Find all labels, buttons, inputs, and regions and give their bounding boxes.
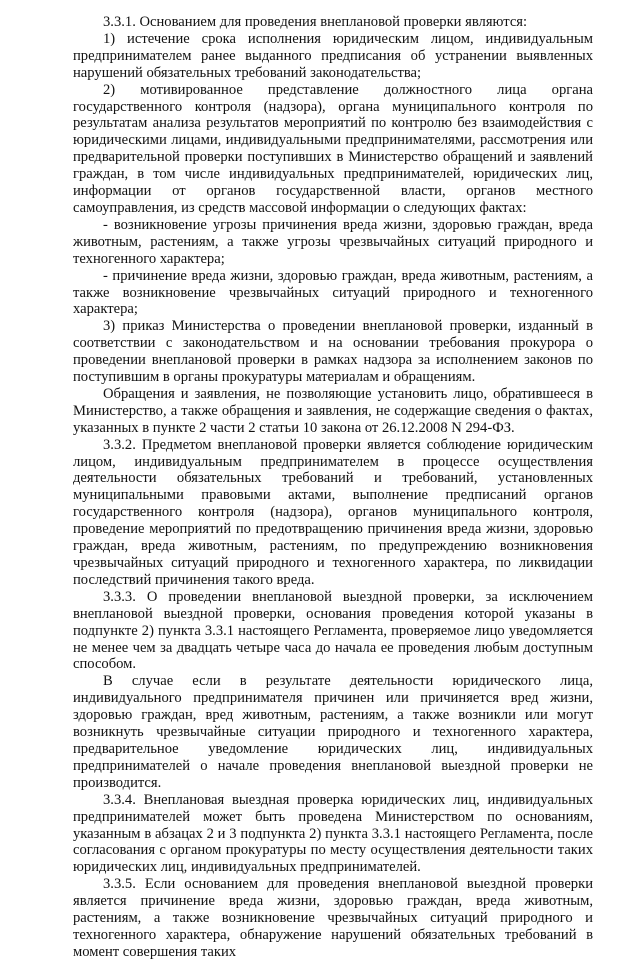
paragraph-harm-case: В случае если в результате деятельности юридического лица, индивидуального предпринимателя причинен или причиняется вред жизни, здоровью граждан, вред животным, растениям, а также возникли или могут возникнуть чрезвычайные ситуации природного и техногенного характера, предварительное уведомление юридических лиц, индивидуальных предпринимателей о начале проведения внеплановой выездной проверки не производится. bbox=[73, 673, 593, 791]
paragraph-item-2: 2) мотивированное представление должностного лица органа государственного контроля (надзора), органа муниципального контроля по результатам анализа результатов мероприятий по контролю без взаимодействия с юридическими лицами, индивидуальными предпринимателями, рассмотрения или предварительной проверки поступивших в Министерство обращений и заявлений граждан, в том числе индивидуальных предпринимателей, юридических лиц, информации от органов государственной власти, органов местного самоуправления, из средств массовой информации о следующих фактах: bbox=[73, 81, 593, 216]
paragraph-3-3-2: 3.3.2. Предметом внеплановой проверки является соблюдение юридическим лицом, индивидуальным предпринимателем в процессе осуществления деятельности обязательных требований и требований, установленных муниципальными правовыми актами, выполнение предписаний органов государственного контроля (надзора), органов муниципального контроля, проведение мероприятий по предотвращению причинения вреда жизни, здоровью граждан, вреда животным, растениям, по предупреждению возникновения чрезвычайных ситуаций природного и техногенного характера, по ликвидации последствий причинения такого вреда. bbox=[73, 436, 593, 588]
paragraph-3-3-5: 3.3.5. Если основанием для проведения внеплановой выездной проверки является причинение вреда жизни, здоровью граждан, вреда животным, растениям, а также возникновение чрезвычайных ситуаций природного и техногенного характера, обнаружение нарушений обязательных требований в момент совершения таких bbox=[73, 876, 593, 960]
document-page bbox=[73, 14, 593, 961]
paragraph-3-3-4: 3.3.4. Внеплановая выездная проверка юридических лиц, индивидуальных предпринимателей может быть проведена Министерством по основаниям, указанным в абзацах 2 и 3 подпункта 2) пункта 3.3.1 настоящего Регламента, после согласования с органом прокуратуры по месту осуществления деятельности таких юридических лиц, индивидуальных предпринимателей. bbox=[73, 791, 593, 876]
paragraph-anonymous-appeals: Обращения и заявления, не позволяющие установить лицо, обратившееся в Министерство, а также обращения и заявления, не содержащие сведения о фактах, указанных в пункте 2 части 2 статьи 10 закона от 26.12.2008 N 294-ФЗ. bbox=[73, 385, 593, 436]
paragraph-dash-harm: - причинение вреда жизни, здоровью граждан, вреда животным, растениям, а также возникновение чрезвычайных ситуаций природного и техногенного характера; bbox=[73, 267, 593, 318]
paragraph-dash-threat: - возникновение угрозы причинения вреда жизни, здоровью граждан, вреда животным, растениям, а также угрозы чрезвычайных ситуаций природного и техногенного характера; bbox=[73, 216, 593, 267]
paragraph-item-3: 3) приказ Министерства о проведении внеплановой проверки, изданный в соответствии с законодательством и на основании требования прокурора о проведении внеплановой проверки в рамках надзора за исполнением законов по поступившим в органы прокуратуры материалам и обращениям. bbox=[73, 318, 593, 386]
paragraph-3-3-1-heading: 3.3.1. Основанием для проведения внеплановой проверки являются: bbox=[103, 14, 528, 30]
paragraph-item-1: 1) истечение срока исполнения юридическим лицом, индивидуальным предпринимателем ранее выданного предписания об устранении выявленных нарушений обязательных требований законодательства; bbox=[73, 30, 593, 81]
paragraph-3-3-3: 3.3.3. О проведении внеплановой выездной проверки, за исключением внеплановой выездной проверки, основания проведения которой указаны в подпункте 2) пункта 3.3.1 настоящего Регламента, проверяемое лицо уведомляется не менее чем за двадцать четыре часа до начала ее проведения любым доступным способом. bbox=[73, 588, 593, 673]
